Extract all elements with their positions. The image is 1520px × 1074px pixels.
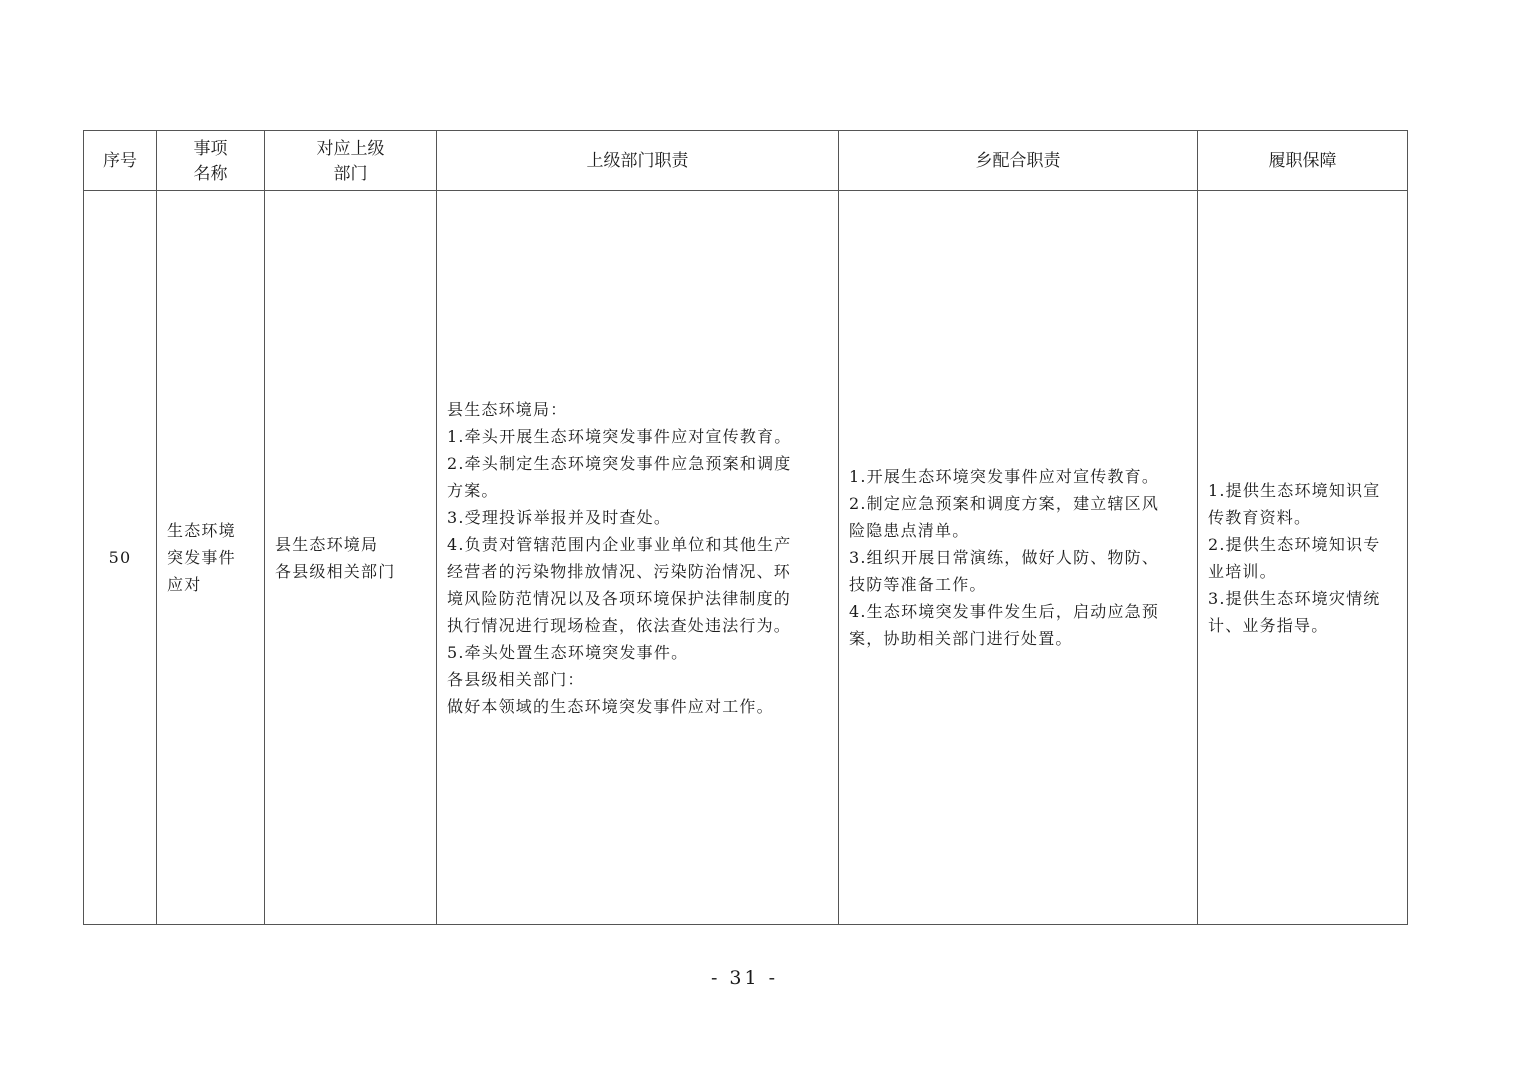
guarantee-line: 业培训。 bbox=[1208, 561, 1277, 581]
header-item-name-line: 名称 bbox=[193, 163, 228, 183]
header-seq-line: 序号 bbox=[103, 151, 137, 170]
header-guarantee-line: 履职保障 bbox=[1268, 151, 1337, 170]
upper-dept-line: 各县级相关部门 bbox=[275, 561, 396, 581]
header-upper-duty bbox=[437, 131, 839, 191]
page-number: - 31 - bbox=[710, 967, 779, 989]
header-upper-dept-line: 部门 bbox=[333, 163, 368, 183]
upper-duty-line: 经营者的污染物排放情况、污染防治情况、环 bbox=[447, 561, 792, 581]
header-upper-dept bbox=[265, 131, 437, 191]
item-name-line: 突发事件 bbox=[167, 548, 236, 567]
upper-duty-line: 方案。 bbox=[447, 480, 499, 500]
header-row bbox=[84, 131, 1408, 191]
cell-township-duty bbox=[839, 191, 1198, 925]
guarantee-line: 传教育资料。 bbox=[1208, 507, 1312, 527]
header-upper-dept-line: 对应上级 bbox=[316, 138, 385, 158]
cell-upper-dept bbox=[265, 191, 437, 925]
item-name-line: 应对 bbox=[167, 575, 202, 594]
header-township-duty-line: 乡配合职责 bbox=[975, 151, 1061, 170]
cell-item-name bbox=[157, 191, 265, 925]
header-item-name-line: 事项 bbox=[193, 138, 228, 158]
guarantee-line: 2.提供生态环境知识专 bbox=[1208, 534, 1381, 554]
table-row bbox=[84, 191, 1408, 925]
cell-seq bbox=[84, 191, 157, 925]
item-name-line: 生态环境 bbox=[167, 521, 236, 540]
cell-upper-duty bbox=[437, 191, 839, 925]
guarantee-line: 计、业务指导。 bbox=[1208, 615, 1329, 635]
upper-duty-line: 1.牵头开展生态环境突发事件应对宣传教育。 bbox=[447, 426, 792, 446]
upper-duty-line: 境风险防范情况以及各项环境保护法律制度的 bbox=[447, 588, 792, 608]
cell-guarantee bbox=[1198, 191, 1408, 925]
township-duty-line: 技防等准备工作。 bbox=[849, 575, 987, 594]
guarantee-line: 1.提供生态环境知识宣 bbox=[1208, 480, 1381, 500]
header-guarantee bbox=[1198, 131, 1408, 191]
upper-duty-line: 执行情况进行现场检查，依法查处违法行为。 bbox=[447, 615, 792, 635]
upper-duty-line: 3.受理投诉举报并及时查处。 bbox=[447, 507, 672, 527]
upper-duty-line: 县生态环境局： bbox=[447, 399, 568, 419]
guarantee-line: 3.提供生态环境灾情统 bbox=[1208, 588, 1381, 608]
township-duty-line: 险隐患点清单。 bbox=[849, 521, 970, 540]
header-seq bbox=[84, 131, 157, 191]
upper-duty-line: 做好本领域的生态环境突发事件应对工作。 bbox=[447, 696, 774, 716]
upper-duty-line: 5.牵头处置生态环境突发事件。 bbox=[447, 642, 689, 662]
upper-duty-line: 各县级相关部门： bbox=[447, 669, 585, 689]
upper-dept-line: 县生态环境局 bbox=[275, 534, 379, 554]
upper-duty-line: 4.负责对管辖范围内企业事业单位和其他生产 bbox=[447, 534, 792, 554]
duty-table bbox=[83, 130, 1408, 925]
header-item-name bbox=[157, 131, 265, 191]
header-township-duty bbox=[839, 131, 1198, 191]
township-duty-line: 2.制定应急预案和调度方案，建立辖区风 bbox=[849, 494, 1160, 513]
upper-duty-line: 2.牵头制定生态环境突发事件应急预案和调度 bbox=[447, 453, 792, 473]
township-duty-line: 1.开展生态环境突发事件应对宣传教育。 bbox=[849, 467, 1160, 486]
township-duty-line: 4.生态环境突发事件发生后，启动应急预 bbox=[849, 602, 1160, 621]
seq-value: 50 bbox=[108, 548, 132, 567]
township-duty-line: 3.组织开展日常演练，做好人防、物防、 bbox=[849, 548, 1160, 567]
township-duty-line: 案，协助相关部门进行处置。 bbox=[849, 629, 1073, 648]
header-upper-duty-line: 上级部门职责 bbox=[586, 151, 689, 170]
